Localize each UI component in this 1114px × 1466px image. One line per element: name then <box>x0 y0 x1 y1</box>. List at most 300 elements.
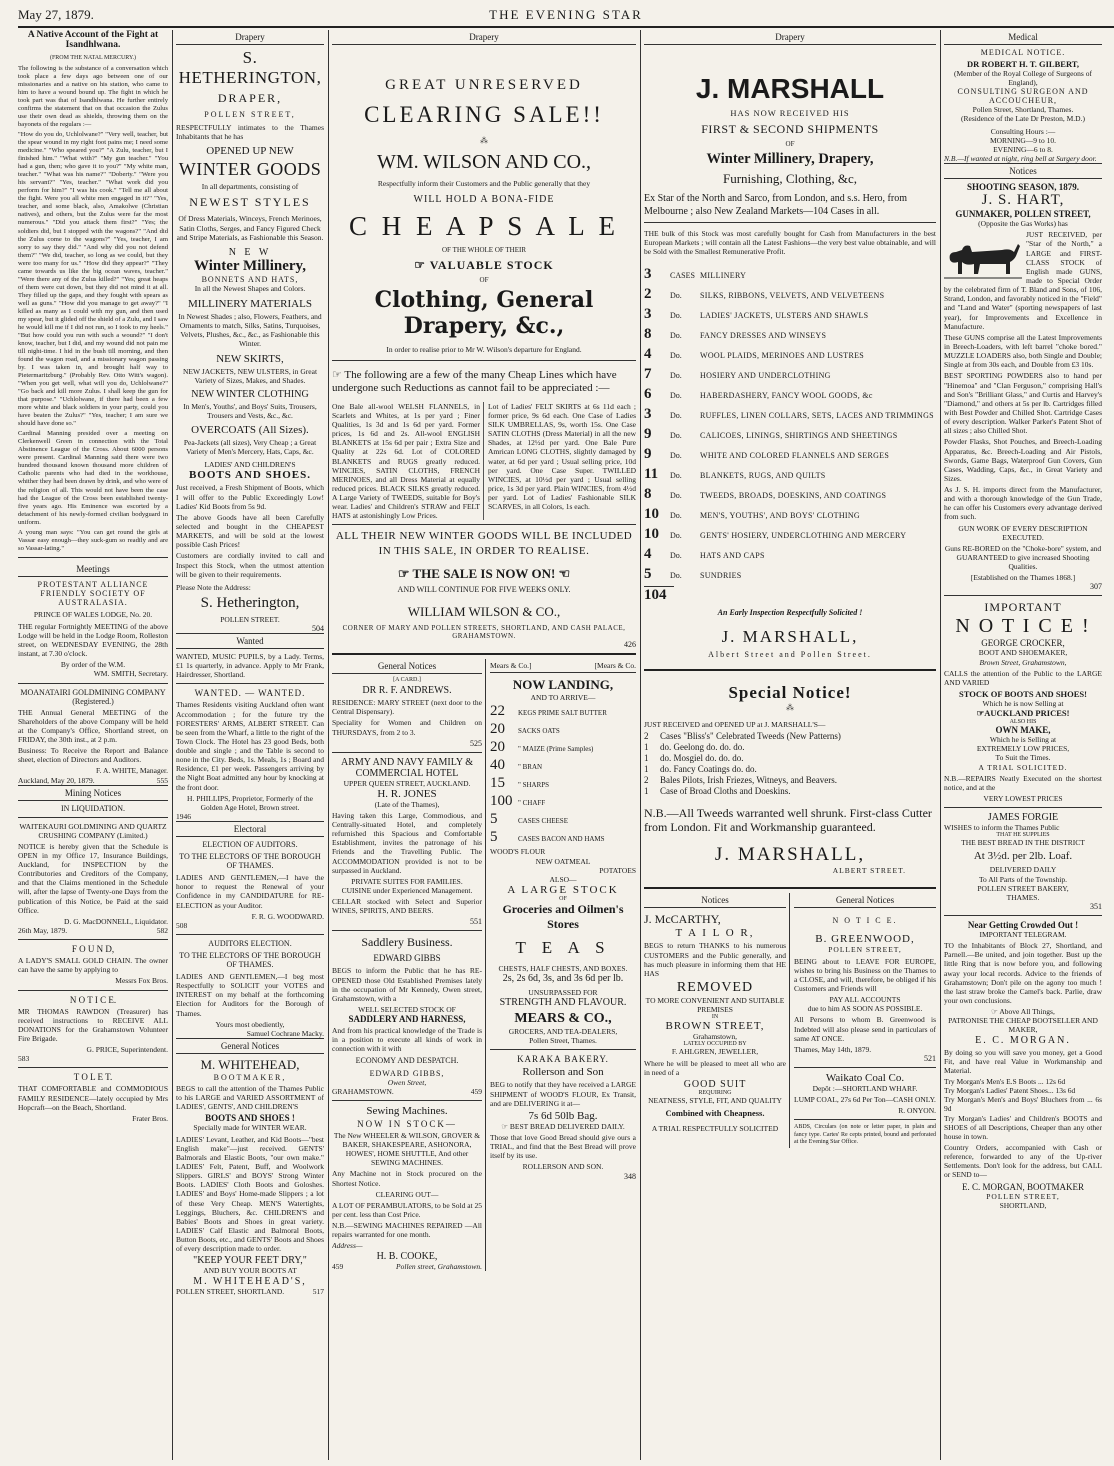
ad-item-list: Lot of Ladies' FELT SKIRTS at 6s 11d each ; former price, 9s 6d each. One Case of Ladies SILK UMBRELLAS, 9s, worth 15s. One Case SATIN CLOTHS (Dress Material) in all the new Shades, at 12½d per yard. One Bale Pure Amrican LONG CLOTHS, slightly damaged by water, at 6d per yard ; Usual selling price, 10d per yard. One Case Super. TWILLED WINCIES, at 10½d per yard ; Usual selling price, 1s 3d per yard. Plain WINCIES, from 4½d per yard. Lot of Ladies' Fashionable SILK SCARVES, in all Colors, 1s each. <box>488 401 636 512</box>
tweed-quantity: 1 <box>644 763 649 774</box>
section-header-notices: Notices <box>644 893 786 908</box>
section-header-general-notices: General Notices <box>176 1038 324 1054</box>
ad-item: WOOD'S FLOUR <box>490 847 546 857</box>
ad-signature: Messrs Fox Bros. <box>115 976 168 986</box>
goods-quantity: 40 <box>490 757 505 774</box>
ad-body: As J. S. H. imports direct from the Manufacturer, and with a thorough knowledge of the Gun Trade, he can offer his Customers every advantage derived from such. <box>944 485 1102 522</box>
case-item <box>644 286 936 303</box>
ad-body: Guns RE-BORED on the "Choke-bore" system, and GUARANTEED to give increased Shooting Qualities. <box>944 543 1102 572</box>
ad-note: N.B.—If wanted at night, ring bell at Surgery door. <box>944 153 1097 163</box>
ad-name: S. Hetherington, <box>200 594 300 611</box>
tweed-item <box>644 731 936 741</box>
ad-number: 307 <box>1090 582 1102 592</box>
ad-heading: GOOD SUIT <box>683 1078 747 1090</box>
ad-heading: ☞ THE SALE IS NOW ON! ☜ <box>397 566 571 582</box>
ad-note: AND TO ARRIVE— <box>530 693 596 703</box>
section-header-general-notices: General Notices <box>332 659 482 674</box>
case-unit: Do. <box>670 511 682 521</box>
case-unit: Do. <box>670 491 682 501</box>
ad-note: PRIVATE SUITES FOR FAMILIES. <box>351 876 463 886</box>
ad-name: J. S. HART, <box>981 192 1065 209</box>
ad-title: N O T I C E. <box>832 916 898 926</box>
case-unit: Do. <box>670 431 682 441</box>
ad-note: ALSO— <box>549 874 577 884</box>
ad-body: Ex Star of the North and Sarco, from London, and s.s. Hero, from Melbourne ; also New Zealand Markets—104 Cases in all. <box>644 193 907 217</box>
ad-number: 426 <box>624 640 636 650</box>
ad-note: DELIVERED DAILY <box>989 865 1057 875</box>
case-label: HABERDASHERY, FANCY WOOL GOODS, &c <box>700 391 873 401</box>
ad-note: AND BUY YOUR BOOTS AT <box>203 1266 297 1276</box>
ad-item: POTATOES <box>599 865 636 875</box>
ad-body: Of Dress Materials, Winceys, French Merinoes, Satin Cloths, Serges, and Fancy Figured Check and Stripe Materials, as Fashionable this Season. <box>176 214 324 242</box>
ad-body: A LADY'S SMALL GOLD CHAIN. The owner can have the same by applying to <box>18 956 168 975</box>
ad-body: N.B.—SEWING MACHINES REPAIRED —All repairs warranted for one month. <box>332 1221 482 1240</box>
ad-body: NEATNESS, STYLE, FIT, AND QUALITY <box>648 1095 782 1105</box>
ad-note: F. AHLGREN, JEWELLER, <box>671 1047 759 1057</box>
ad-name: H. R. JONES <box>377 787 437 800</box>
column-5 <box>944 30 1102 1460</box>
case-unit: Do. <box>670 371 682 381</box>
goods-label: CASES CHEESE <box>518 817 568 826</box>
ad-body: Having taken this Large, Commodious, and Centrally-situated Hotel, and completely refurnished this Spacious and Comfortable Establishment, invites the patronage of his Friends and the Travelling Public. The ACCOMMODATION provided is not to be surpassed in Auckland. <box>332 810 482 875</box>
ad-body: JUST RECEIVED, per "Star of the North," a LARGE and FIRST-CLASS STOCK of English made GUNS, made to Special Order by the celebrated firm of T. Bland and Sons, of 106, Strand, London, and favorably noticed in the "Field" and "Land and Water" (sporting newspapers of last year), for Improvements and Excellence in Manufacture. <box>944 230 1102 331</box>
ad-heading: BOOTS AND SHOES ! <box>205 1113 295 1124</box>
ad-number: 351 <box>1090 902 1102 911</box>
ad-body: Powder Flasks, Shot Pouches, and Breech-Loading Apparatus, &c. Breech-Loading and Air Pistols, Swords, Game Bags, Waterproof Gun Covers, Gun Cases, Wadding, Caps, &c., in Great Variety and Sizes. <box>944 437 1102 483</box>
ad-heading: 7s 6d 50lb Bag. <box>528 1109 598 1122</box>
ad-body: LUMP COAL, 27s 6d Per Ton—CASH ONLY. <box>794 1095 936 1105</box>
ad-heading: PAY ALL ACCOUNTS <box>829 995 901 1005</box>
ad-address: POLLEN STREET BAKERY, <box>977 883 1069 893</box>
column-4: Drapery J. MARSHALL HAS NOW RECEIVED HIS FIRST & SECOND SHIPMENTS OF Winter Millinery, Drapery, Furnishing, Clothing, &c, Ex Star of the North and Sarco, from London, and s.s. Hero, from Melbourne ; also New Zealand Markets—104 Cases in all. THE bulk of this Stock was most carefully bought for Cash from Manufacturers in the best European Markets ; will contain all the Latest Fashions—the very best value obtainable, and will be Sold with the Smallest Remunerative Profit. 3 CASES MILLINERY 2 Do. SILKS, RIBBONS, VELVETS, AND VELVETEENS 3 Do. LADIES' JACKETS, ULSTERS AND SHAWLS 8 Do. FANCY DRESSES AND WINSEYS 4 Do. WOOL PLAIDS, MERINOES AND LUSTRES 7 Do. HOSIERY AND UNDERCLOTHING 6 Do. HABERDASHERY, FANCY WOOL GOODS, &c 3 Do. RUFFLES, LINEN COLLARS, SETS, LACES AND TRIMMINGS 9 Do. CALICOES, LININGS, SHIRTINGS AND SHEETINGS 9 Do. WHITE AND COLORED FLANNELS AND SERGES 11 Do. BLANKETS, RUGS, AND QUILTS 8 Do. TWEEDS, BROADS, DOESKINS, AND COATINGS 10 Do. MEN'S, YOUTHS', AND BOYS' CLOTHING 10 Do. GENTS' HOSIERY, UNDERCLOTHING AND MERCERY 4 Do. HATS AND CAPS 5 Do. SUNDRIES 104 An Early Inspection Respectfully Solicited ! J. MARSHALL, Albert Street and Pollen Street. Special Notice! ⁂ JUST RECEIVED and OPENED UP at J. MARSHALL'S— 2 Cases "Bliss's" Celebrated Tweeds (New Patterns) 1 do. Geelong do. do. do. 1 do. Mosgiel do. do. do. 1 do. Fancy Coatings do. do. 2 Bales Pilots, Irish Friezes, Witneys, and Beavers. 1 Case of Broad Cloths and Doeskins. N.B.—All Tweeds warranted well shrunk. First-class Cutter from London. Fit and Workmanship guaranteed. J. MARSHALL, ALBERT STREET. Notices J. McCARTHY, T A I L O R, BEGS to return THANKS to his numerous CUSTOMERS and the Public generally, and has much pleasure in informing them that HE HAS REMOVED TO MORE CONVENIENT AND SUITABLE PREMISES IN BROWN STREET, Grahamstown, LATELY OCCUPIED BY F. AHLGREN, JEWELLER, Where he will be pleased to meet all who are in need of a GOOD SUIT REQUIRING NEATNESS, STYLE, FIT, AND QUALITY Combined with Cheapness. A TRIAL RESPECTFULLY SOLICITED General Notices N O T I C E. B. GREENWOOD, POLLEN STREET, BEING about to LEAVE FOR EUROPE, wishes to bring his Business on the Thames to a CLOSE, and will, therefore, be obliged if his Customers and Friends will PAY ALL ACCOUNTS due to him AS SOON AS POSSIBLE. All Persons to whom B. Greenwood is Indebted will also please send in particulars of same AT ONCE. Thames, May 14th, 1879. 521 Waikato Coal Co. Depôt :—SHORTLAND WHARF. LUMP COAL, 27s 6d Per Ton—CASH ONLY. R. ONYON. ABDS, Circulars (on note or letter paper, in plain and fancy type. Cartes' Re cepts printed, bound and perforated at the Evening Star Office. <box>644 30 936 1460</box>
ad-body: A LOT OF PERAMBULATORS, to be Sold at 25 per cent. less than Cost Price. <box>332 1200 482 1219</box>
ad-date: 26th May, 1879. <box>18 925 68 935</box>
ad-heading: SHOOTING SEASON, 1879. <box>966 182 1080 193</box>
column-rule <box>640 30 641 1460</box>
ad-body: In Men's, Youths', and Boys' Suits, Trousers, Trousers and Vests, &c., &c. <box>183 401 317 420</box>
ad-number: 459 <box>470 1086 482 1096</box>
ad-heading: ECONOMY AND DESPATCH. <box>355 1055 459 1065</box>
ad-address: POLLEN STREET, SHORTLAND. <box>176 1286 285 1296</box>
case-item <box>644 266 936 283</box>
ad-body: BEG to notify that they have received a LARGE SHIPMENT of WOOD'S FLOUR, Ex Transit, and are DELIVERING it at— <box>490 1080 636 1108</box>
ad-note: MORNING—9 to 10. <box>989 135 1057 145</box>
ad-name: JAMES FORGIE <box>987 812 1059 824</box>
tweed-quantity: 1 <box>644 785 649 796</box>
ad-body: N.B.—All Tweeds warranted well shrunk. First-class Cutter from London. Fit and Workmanship guaranteed. <box>644 805 932 834</box>
case-quantity: 3 <box>644 406 652 423</box>
goods-item <box>490 703 636 720</box>
ad-number: 583 <box>18 1054 30 1064</box>
case-item <box>644 546 936 563</box>
case-item <box>644 346 936 363</box>
tweed-label: do. Fancy Coatings do. do. <box>660 763 757 774</box>
ad-heading: NOW IN STOCK— <box>357 1118 457 1129</box>
ad-heading: GUNMAKER, POLLEN STREET, <box>955 209 1091 220</box>
ad-address: POLLEN STREET, <box>828 945 902 955</box>
ad-item: NEW OATMEAL <box>535 856 591 866</box>
ad-note: WELL SELECTED STOCK OF <box>358 1005 456 1015</box>
ad-title: WAITEKAURI GOLDMINING AND QUARTZ CRUSHING COMPANY (Limited.) <box>19 821 167 840</box>
ad-body: Where he will be pleased to meet all who are in need of a <box>644 1058 786 1077</box>
ad-title: TO THE ELECTORS OF THE BOROUGH OF THAMES. <box>179 951 321 970</box>
ad-address: POLLEN STREET, <box>204 110 296 119</box>
ad-heading: ☞ VALUABLE STOCK <box>414 258 554 273</box>
case-unit: Do. <box>670 471 682 481</box>
ad-body: Any Machine not in Stock procured on the Shortest Notice. <box>332 1169 482 1188</box>
ad-heading: REMOVED <box>676 980 754 996</box>
ad-title: T O L E T. <box>73 1072 113 1083</box>
ad-note: (Residence of the Late Dr Preston, M.D.) <box>961 114 1085 124</box>
case-item <box>644 486 936 503</box>
goods-quantity: 100 <box>490 793 513 810</box>
article-paragraph: "How do you do, Uchlolwane?" "Very well, teacher, but the spear wound in my right foot pains me; I need some medicine." "Who speared you?" "A Zulu, teacher, but I finished him." "What with?" "My gun teacher." "You had a gun, then; who gave it to you?" "My white man, teacher." "What was his name?" "Doberty." "Were you his servant?" "Yes, teacher." "What work did you perform for him?" "I was his cook." "Tell me all about the fight. Were you all white men engaged in it?" "Yes, teacher, and some black, also, Amakolwe (Christian natives), and others, but the Zulus were far the most numerous." "Did you attack them first?" "Yes; the soldiers did, but I stopped with the wagons?" "And did the Zulus come to the wagons?" "Yes, teacher, I am sorry to say they did." "And why did you not defend them?" "We did, teacher, so long as we could, but they were too many for us." "How did they appear?" "They came towards us like the big ocean waves, teacher." "Were there any of the Zulus killed?" "Yes; great heaps of them were cut down, but they did not mind it at all. They filled up the gaps, and they fought with spears as well as guns." "How did you manage to get away?" "I killed as many as I could with my gun, and then used my spear, but it glided off the shield of a Zulu, and I saw he would kill me if I did not run, so I took to my heels." "But how could you run with such a wound?" "I don't know, teacher, but I did, and my wound did not pain me till night-time. I hid in the bush till morning, and then found the wagon road, and a missionary wagon passing by. I was taken in, and brought half way to Pietermaritzburg." (Probably Rev. Otto Witt's wagon). "When you get well, what will you do, Uchlolwane?" "Go back and kill more Zulus. I shall keep the gun for that purpose." "Uchlolwane, if there had been a few more white and black soldiers in your party, could you have beaten the Zulus?" "Yes, teacher; I am sure we should have done so." <box>18 131 168 428</box>
tweed-item <box>644 764 936 774</box>
ad-subheading: WILL HOLD A BONA-FIDE <box>413 194 555 206</box>
case-label: HATS AND CAPS <box>700 551 765 561</box>
ad-body: 2s, 2s 6d, 3s, and 3s 6d per lb. <box>502 973 624 985</box>
case-unit: Do. <box>670 411 682 421</box>
ad-heading: Groceries and Oilmen's Stores <box>502 901 624 931</box>
ad-number: 551 <box>470 917 482 927</box>
ad-note: OF THE WHOLE OF THEIR <box>442 246 526 255</box>
ad-body: TO the Inhabitants of Block 27, Shortland, and Parnell.—Be united, and join together. Bust up the little Ring that is now before you, and following away your local records. Advice to the friends of Grahamstown; Don't pile on the agony too much ! the last straw broke the Camel's back. Parlie, draw your own conclusions. <box>944 941 1102 1005</box>
ad-note: EVENING—6 to 8. <box>993 144 1053 154</box>
section-header-mears: Mears & Co.] <box>490 661 532 671</box>
ad-body: Pea-Jackets (all sizes), Very Cheap ; a Great Variety of Men's Mercery, Hats, Caps, &c. <box>183 438 317 457</box>
ad-body: NOTICE is hereby given that the Schedule is OPEN in my Office 17, Insurance Buildings, Auckland, for INSPECTION by the Contributories and Creditors of the Company, and that the Claims mentioned in the Schedule will, after the lapse of Twenty-one Days from the publication of this Notice, be Paid at the said Office. <box>18 841 168 915</box>
ad-name: WILLIAM WILSON & CO., <box>407 604 561 620</box>
ad-headline: Special Notice! <box>728 683 852 703</box>
goods-item <box>490 793 636 810</box>
ad-note: (Late of the Thames), <box>374 799 440 809</box>
ad-note: HAS NOW RECEIVED HIS <box>730 108 850 118</box>
ad-heading: FIRST & SECOND SHIPMENTS <box>701 122 879 136</box>
ad-note: Depôt :—SHORTLAND WHARF. <box>812 1084 918 1094</box>
ad-note: LATELY OCCUPIED BY <box>683 1041 747 1048</box>
ad-signature: F. A. WHITE, Manager. <box>96 766 168 776</box>
ad-name: J. MARSHALL <box>695 73 885 104</box>
goods-item <box>490 757 636 774</box>
ad-note: REQUIRING <box>698 1089 732 1096</box>
ad-signature: D. G. MacDONNELL, Liquidator. <box>64 916 168 926</box>
case-quantity: 10 <box>644 526 659 543</box>
tweed-label: Cases "Bliss's" Celebrated Tweeds (New Patterns) <box>660 730 841 741</box>
case-unit: Do. <box>670 531 682 541</box>
ad-body: BEST SPORTING POWDERS also to hand per "Hinemoa" and "Clan Ferguson," comprising Hall's and Son's "Brilliant Glass," and Curtis and Harvey's "Diamond," and others at 5s per lb. Cartridges filled with Best Powder and Chilled Shot. Cartridge Cases of every description. Walker Parker's Patent Shot of all sizes ; also Chilled Shot. <box>944 371 1102 436</box>
case-quantity: 6 <box>644 386 652 403</box>
case-label: HOSIERY AND UNDERCLOTHING <box>700 371 831 381</box>
ad-heading: NEW WINTER CLOTHING <box>191 388 309 400</box>
pointing-hand-icon: ☞ <box>414 258 430 273</box>
ad-body: WISHES to inform the Thames Public <box>944 823 1060 833</box>
ad-note: due to him AS SOON AS POSSIBLE. <box>807 1004 923 1014</box>
ad-heading: N E W <box>228 246 272 258</box>
ad-name: E. C. MORGAN. <box>975 1034 1071 1046</box>
ad-heading: GUN WORK OF EVERY DESCRIPTION EXECUTED. <box>958 523 1088 542</box>
section-header-drapery: Drapery <box>176 30 324 45</box>
ad-address: Owen Street, <box>387 1077 427 1087</box>
ad-body: THE Annual General MEETING of the Shareholders of the above Company will be held at the Company's Office, Shortland street, on FRIDAY, the 30th inst., at 2 p.m. <box>18 707 168 745</box>
section-header-general-notices: General Notices <box>794 893 936 908</box>
pointing-hand-icon: ☞ <box>397 566 413 582</box>
ad-name: DR ROBERT H. T. GILBERT, <box>967 59 1079 69</box>
tweed-quantity: 1 <box>644 752 649 763</box>
ad-name: GEORGE CROCKER, <box>981 638 1065 649</box>
case-item <box>644 366 936 383</box>
case-quantity: 11 <box>644 466 659 483</box>
ad-name: E. C. MORGAN, BOOTMAKER <box>961 1181 1084 1192</box>
ad-heading: SADDLERY AND HARNESS, <box>348 1014 466 1025</box>
ad-heading: STRENGTH AND FLAVOUR. <box>499 997 627 1009</box>
ad-heading: OPENED UP NEW <box>206 145 294 158</box>
ad-heading: THE BEST BREAD IN THE DISTRICT <box>961 838 1085 848</box>
ad-body: BEGS to return THANKS to his numerous CUSTOMERS and the Public generally, and has much pleasure in informing them that HE HAS <box>644 941 786 978</box>
ad-body: ABDS, Circulars (on note or letter paper, in plain and fancy type. Cartes' Re cepts printed, bound and perforated at the Evening Star Office. <box>794 1124 936 1146</box>
ad-name: M. WHITEHEAD, <box>200 1057 300 1073</box>
ad-heading: Furnishing, Clothing, &c, <box>723 171 857 186</box>
paper-title: THE EVENING STAR <box>489 7 643 22</box>
ad-address: Pollen Street, Thames. <box>529 1036 597 1046</box>
case-quantity: 8 <box>644 326 652 343</box>
ad-note: ALSO HIS <box>1009 719 1037 726</box>
ad-note: OF <box>479 276 489 285</box>
case-item <box>644 306 936 323</box>
ad-address: ALBERT STREET. <box>832 866 906 876</box>
ad-address: UPPER QUEEN STREET, AUCKLAND. <box>343 778 471 788</box>
case-unit: Do. <box>670 331 682 341</box>
ad-note: IN <box>711 1014 719 1021</box>
ad-signature: Samuel Cochrane Macky. <box>246 1028 324 1038</box>
ad-headline: T E A S <box>515 937 611 957</box>
ad-address: Grahamstown, <box>693 1032 737 1042</box>
ad-title: Waikato Coal Co. <box>825 1072 905 1085</box>
case-label: WHITE AND COLORED FLANNELS AND SERGES <box>700 451 890 461</box>
ad-title: WANTED. — WANTED. <box>194 688 306 699</box>
ad-note: ☞ BEST BREAD DELIVERED DAILY. <box>501 1121 625 1131</box>
issue-date: May 27, 1879. <box>18 7 94 22</box>
ad-note: THAT HE SUPPLIES <box>996 832 1050 839</box>
ad-body: LADIES AND GENTLEMEN,—I beg most Respectfully to SOLICIT your VOTES and INTEREST on my behalf at the forthcoming Election for Auditors for the Borough of Thames. <box>176 972 324 1018</box>
ad-name: B. GREENWOOD, <box>815 933 915 946</box>
ad-body: In Newest Shades ; also, Flowers, Feathers, and Ornaments to match, Silks, Satins, Turquoises, Velvets, Plushes, &c., &c., as Fashionable this Winter. <box>178 311 322 349</box>
ad-body: Those that love Good Bread should give ours a TRIAL, and find that the Best Bread will prove itself by its use. <box>490 1133 636 1161</box>
pointing-hand-icon: ☞ <box>991 1007 1000 1017</box>
tweed-quantity: 2 <box>644 730 649 741</box>
cases-total: 104 <box>644 587 667 604</box>
tweed-quantity: 2 <box>644 774 649 785</box>
tweed-item <box>644 775 936 785</box>
ad-address: Brown Street, Grahamstown, <box>979 657 1067 667</box>
case-label: CALICOES, LININGS, SHIRTINGS AND SHEETINGS <box>700 431 898 441</box>
ad-body: Speciality for Women and Children on THURSDAYS, from 2 to 3. <box>332 718 482 737</box>
case-item <box>644 466 936 483</box>
ad-note: Consulting Hours :— <box>990 126 1056 136</box>
case-item <box>644 526 936 543</box>
section-header-drapery: Drapery <box>644 30 936 45</box>
ad-subtitle: DRAPER, <box>217 91 283 105</box>
case-quantity: 2 <box>644 286 652 303</box>
ad-signature: F. R. G. WOODWARD. <box>251 911 324 921</box>
ad-heading: BROWN STREET, <box>665 1020 765 1033</box>
ad-heading: WINTER GOODS <box>178 159 322 180</box>
ad-title: AUDITORS ELECTION. <box>208 939 292 949</box>
ad-body: THAT COMFORTABLE and COMMODIOUS FAMILY RESIDENCE—lately occupied by Mrs Hopcraft—on the Beach, Shortland. <box>18 1084 168 1112</box>
case-quantity: 10 <box>644 506 659 523</box>
ad-note: Please Note the Address: <box>176 582 251 592</box>
ad-number: 517 <box>312 1286 324 1296</box>
ad-body: CELLAR stocked with Select and Superior WINES, SPIRITS, AND BEERS. <box>332 897 482 916</box>
goods-label: " SHARPS <box>518 781 550 790</box>
tweed-quantity: 1 <box>644 741 649 752</box>
ad-date: Thames, May 14th, 1879. <box>794 1044 872 1054</box>
ad-body: Respectfully inform their Customers and the Public generally that they <box>377 179 591 188</box>
ad-name: M. WHITEHEAD'S, <box>193 1275 307 1287</box>
goods-label: SACKS OATS <box>518 727 560 736</box>
ad-body: In all the Newest Shapes and Colors. <box>194 283 306 293</box>
ad-title: N O T I C E. <box>69 994 117 1005</box>
ad-signature: ROLLERSON AND SON. <box>522 1162 604 1172</box>
ad-number: 459 <box>332 1261 344 1271</box>
section-header-electoral: Electoral <box>176 821 324 837</box>
ad-note: [Established on the Thames 1868.] <box>970 573 1076 583</box>
goods-label: " BRAN <box>518 763 543 772</box>
ad-title: Saddlery Business. <box>361 935 453 950</box>
goods-item <box>490 811 636 828</box>
ad-title: ARMY AND NAVY FAMILY & COMMERCIAL HOTEL <box>341 756 473 779</box>
ad-note: By order of the W.M. <box>60 660 126 670</box>
ad-signature: H. PHILLIPS, Proprietor, Formerly of the Golden Age Hotel, Brown street. <box>187 793 313 812</box>
ad-note: In order to realise prior to Mr W. Wilson's departure for England. <box>386 345 582 355</box>
ad-title: MOANATAIRI GOLDMINING COMPANY (Registered.) <box>20 687 166 706</box>
goods-quantity: 20 <box>490 721 505 738</box>
ad-heading: VERY LOWEST PRICES <box>983 794 1063 804</box>
ad-body: RESIDENCE: MARY STREET (next door to the Central Dispensary). <box>332 698 482 717</box>
ad-body: THE regular Fortnightly MEETING of the above Lodge will be held in the Lodge Room, Rolleston street, on WEDNESDAY EVENING, the 28th instant, at 7.30 o'clock. <box>18 621 168 659</box>
ad-heading: NOW LANDING, <box>512 677 614 693</box>
ad-body: By doing so you will save you money, get a Good Fit, and have real Value in Workmanship and Material. <box>944 1047 1102 1075</box>
section-header-notices: Notices <box>944 163 1102 179</box>
ad-signature: Frater Bros. <box>132 1113 168 1123</box>
ad-headline: C H E A P S A L E <box>348 211 620 242</box>
ad-body: NEW JACKETS, NEW ULSTERS, in Great Variety of Sizes, Makes, and Shades. <box>182 366 318 385</box>
ad-heading: NEW SKIRTS, <box>216 352 284 365</box>
ad-body: BEING about to LEAVE FOR EUROPE, wishes to bring his Business on the Thames to a CLOSE, and will, therefore, be obliged if his Customers and Friends will <box>794 956 936 994</box>
section-header-medical: Medical <box>944 30 1102 45</box>
ad-body: Thames Residents visiting Auckland often want Accommodation ; for the future try the FORESTERS' ARMS, ALBERT STREET. Can be seen from the Wharf, a little to the right of the Town Clock. The Hotel has 23 good Beds, both double and single ; and the Table is second to none in the City. Beds, 1s. Meals, 1s ; Board and Residence, £1 per week. Passengers arriving by the Night Boat admitted any hour by knocking at the front door. <box>176 700 324 792</box>
case-label: LADIES' JACKETS, ULSTERS AND SHAWLS <box>700 311 869 321</box>
case-unit: Do. <box>670 451 682 461</box>
ad-name: WM. WILSON AND CO., <box>376 151 592 173</box>
ad-body: Just received, a Fresh Shipment of Boots, which I will offer to the Public Exceedingly Low! Ladies' Kid Boots from 5s 9d. <box>176 483 324 511</box>
ad-note: Specially made for WINTER WEAR. <box>193 1123 307 1133</box>
ad-heading: A TRIAL SOLICITED. <box>978 762 1068 772</box>
ad-heading: "KEEP YOUR FEET DRY," <box>193 1255 307 1267</box>
ad-body: CALLS the attention of the Public to the LARGE AND VARIED <box>944 668 1102 687</box>
ad-note: OF <box>785 140 795 148</box>
ad-note: (Member of the Royal College of Surgeons of England), <box>954 69 1092 88</box>
case-item <box>644 446 936 463</box>
ad-name: DR R. F. ANDREWS. <box>362 685 452 697</box>
ad-note: OF <box>559 895 567 902</box>
ad-heading: ☞AUCKLAND PRICES! <box>976 708 1070 719</box>
case-label: WOOL PLAIDS, MERINOES AND LUSTRES <box>700 351 865 361</box>
case-unit: Do. <box>670 571 682 581</box>
ad-address: GRAHAMSTOWN. <box>332 1086 394 1096</box>
ad-heading: IMPORTANT <box>984 600 1062 615</box>
ad-body: MR THOMAS RAWDON (Treasurer) has received instructions to RECEIVE ALL DONATIONS for the Grahamstown Volunteer Fire Brigade. <box>18 1006 168 1043</box>
section-header-mears: [Mears & Co. <box>594 661 636 671</box>
ad-body: JUST RECEIVED and OPENED UP at J. MARSHALL'S— <box>644 720 826 730</box>
ad-body: RESPECTFULLY intimates to the Thames Inhabitants that he has <box>176 123 324 142</box>
case-label: BLANKETS, RUGS, AND QUILTS <box>700 471 826 481</box>
ad-heading: A LARGE STOCK <box>507 883 619 896</box>
goods-label: " MAIZE (Prime Samples) <box>518 745 594 754</box>
ad-heading: GREAT UNRESERVED <box>385 77 583 93</box>
ad-subheading: LADIES' AND CHILDREN'S <box>204 460 296 470</box>
ad-subtitle: T A I L O R, <box>675 927 755 940</box>
ad-body: In all departments, consisting of <box>201 182 299 192</box>
case-quantity: 5 <box>644 566 652 583</box>
ad-title: Sewing Machines. <box>366 1104 448 1117</box>
ad-number: 582 <box>156 925 168 935</box>
ad-number: 348 <box>624 1171 636 1181</box>
ad-item-list: One Bale all-wool WELSH FLANNELS, in Scarlets and Whites, at 1s per yard ; Finer Qualities, 1s 3d and 1s 6d per yard. Former prices, 1s 6d and 2s. All-wool ENGLISH BLANKETS at 15s 6d per pair ; Extra Size and Quality at 22s 6d. Lot of COLORED BLANKETS and RUGS greatly reduced. WINCIES, SATIN CLOTHS, FRENCH MERINOES, and all Dress Material at equally reduced prices. BLACK SILKS greatly reduced. A Large Variety of TWEEDS, suitable for Boy's wear. Ladies' and Children's STRAW and FELT HATS at astonishingly Low Prices. <box>332 402 484 521</box>
goods-item <box>490 739 636 756</box>
goods-label: " CHAFF <box>518 799 546 808</box>
ad-body: BEGS to call the attention of the Thames Public to his LARGE and VARIED ASSORTMENT of LADIES', GENTS', AND CHILDREN'S <box>176 1084 324 1112</box>
ad-headline: N O T I C E ! <box>955 615 1091 638</box>
ad-name: H. B. COOKE, <box>376 1250 438 1262</box>
ad-heading: At 3½d. per 2lb. Loaf. <box>973 850 1073 863</box>
case-item <box>644 406 936 423</box>
ad-number: 555 <box>156 775 168 785</box>
ad-heading: PATRONISE THE CHEAP BOOTSELLER AND MAKER, <box>948 1016 1098 1035</box>
tweed-label: Bales Pilots, Irish Friezes, Witneys, and Beavers. <box>660 774 837 785</box>
ad-subtitle: PRINCE OF WALES LODGE, No. 20. <box>33 609 153 619</box>
ad-note: (Opposite the Gas Works) has <box>978 219 1068 229</box>
ad-title: IN LIQUIDATION. <box>61 803 125 813</box>
ad-body: ☞ The following are a few of the many Cheap Lines which have undergone such Reductions as cannot fail to be appreciated :— <box>332 369 617 395</box>
case-unit: Do. <box>670 351 682 361</box>
goods-item <box>490 721 636 738</box>
ad-note: AND WILL CONTINUE FOR FIVE WEEKS ONLY. <box>397 585 571 595</box>
ad-address: Albert Street and Pollen Street. <box>708 650 872 660</box>
ad-name: Rollerson and Son <box>522 1066 604 1079</box>
section-header-mining: Mining Notices <box>18 785 168 801</box>
case-item <box>644 426 936 443</box>
case-unit: Do. <box>670 311 682 321</box>
ad-heading: CLEARING OUT— <box>375 1189 439 1199</box>
ad-body: And from his practical knowledge of the Trade is in a position to execute all kinds of work in connection with it with <box>332 1026 482 1054</box>
ad-name: J. MARSHALL, <box>721 627 859 647</box>
case-label: SUNDRIES <box>700 571 742 581</box>
case-label: MILLINERY <box>700 271 747 281</box>
article-paragraph: Cardinal Manning presided over a meeting on Clerkenwell Green in connection with the Total Abstinence League of the Cross. About 6000 persons were present. Cardinal Manning said there were two hundred thousand known thousand more children of Catholic parents who had died in the workhouse, whither they had been drawn by drink, and who were of the religion of all. This would not have been the case had the League of the Cross been established twenty-five years ago. His Eminence was escorted by a detachment of his newly-formed civilian bodyguard in uniform. <box>18 430 168 526</box>
tweed-item <box>644 786 936 796</box>
column-rule <box>172 30 173 1460</box>
ad-note: An Early Inspection Respectfully Solicited ! <box>717 608 863 618</box>
ad-note: Address— <box>332 1241 363 1251</box>
ad-address: Pollen street, Grahamstown. <box>396 1261 482 1271</box>
ad-title: MEDICAL NOTICE. <box>980 48 1066 57</box>
case-item <box>644 326 936 343</box>
ad-subheading: BONNETS AND HATS, <box>201 274 299 284</box>
section-header-wanted: Wanted <box>176 633 324 649</box>
ad-body: THE bulk of this Stock was most carefully bought for Cash from Manufacturers in the best European Markets ; will contain all the Latest Fashions—the very best value obtainable, and will be Sold with the Smallest Remunerative Profit. <box>644 229 936 257</box>
ad-signature: R. ONYON. <box>898 1106 936 1116</box>
case-label: MEN'S, YOUTHS', AND BOYS' CLOTHING <box>700 511 861 521</box>
